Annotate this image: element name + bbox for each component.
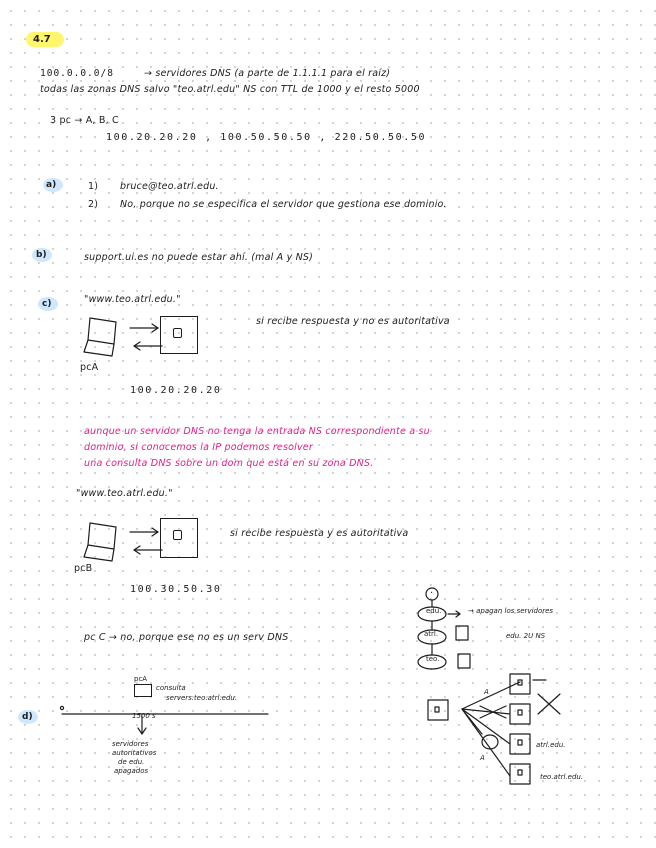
pink-note-3: una consulta DNS sobre un dom que está en su zona DNS.	[84, 458, 374, 469]
query-2: "www.teo.atrl.edu."	[76, 488, 173, 499]
ip-pc-a: 100.20.20.20	[130, 385, 222, 396]
note-apagan: → apagan los servidores	[468, 607, 554, 615]
servers-note-2: autoritativos	[112, 749, 157, 757]
tree-node-edu: edu.	[426, 607, 442, 615]
timeline	[58, 694, 278, 764]
query-1: "www.teo.atrl.edu."	[84, 294, 181, 305]
exercise-number: 4.7	[33, 34, 51, 45]
network-prefix: 100.0.0.0/8	[40, 68, 114, 79]
dns-tree-drawing	[410, 584, 610, 804]
section-b-answer: support.ui.es no puede estar ahí. (mal A y NS)	[84, 252, 314, 263]
tree-root: ·	[430, 588, 434, 599]
pink-note-1: aunque un servidor DNS no tenga la entrada NS correspondiente a su	[84, 426, 430, 437]
item-2-answer: No, porque no se especifica el servidor que gestiona ese dominio.	[120, 199, 447, 210]
arrows-b	[128, 526, 164, 556]
laptop-b-drawing	[84, 521, 128, 561]
consulta-target: servers.teo.atrl.edu.	[166, 694, 238, 702]
pc-ips: 100.20.20.20 , 100.50.50.50 , 220.50.50.50	[106, 132, 427, 143]
consulta-label: consulta	[156, 684, 186, 692]
item-1-answer: bruce@teo.atrl.edu.	[120, 181, 219, 192]
label-atrl-edu: atrl.edu.	[536, 741, 566, 749]
label-pc-a: pcA	[80, 362, 99, 373]
marker-b: b)	[36, 250, 47, 260]
pc-a-small-label: pcA	[134, 675, 148, 683]
laptop-a-drawing	[84, 316, 128, 356]
reply-1: si recibe respuesta y no es autoritativa	[256, 316, 450, 327]
pink-note-2: dominio, si conocemos la IP podemos resolver	[84, 442, 313, 453]
intro-line-2: todas las zonas DNS salvo "teo.atrl.edu" NS con TTL de 1000 y el resto 5000	[40, 84, 420, 95]
servers-note-3: de edu.	[118, 758, 145, 766]
intro-line-1: → servidores DNS (a parte de 1.1.1.1 para el raíz)	[144, 68, 391, 79]
marker-a: a)	[46, 180, 57, 190]
label-teo-atrl-edu: teo.atrl.edu.	[540, 773, 584, 781]
item-2-number: 2)	[88, 199, 99, 210]
tree-node-teo: teo.	[426, 655, 440, 663]
ip-pc-b: 100.30.50.30	[130, 584, 222, 595]
pcs-line: 3 pc → A, B, C	[50, 115, 119, 126]
marker-d: d)	[22, 712, 33, 722]
arrow-label-a2: A	[480, 754, 485, 762]
servers-note-1: servidores	[112, 740, 149, 748]
note-edu-ns: edu. 2U NS	[506, 632, 546, 640]
time-label: 1500 s	[132, 712, 156, 720]
marker-c: c)	[42, 299, 52, 309]
label-pc-b: pcB	[74, 563, 93, 574]
servers-note-4: apagados	[114, 767, 149, 775]
arrow-label-a1: A	[484, 688, 489, 696]
dns-server-icon-a	[173, 328, 182, 338]
item-1-number: 1)	[88, 181, 99, 192]
dns-server-icon-b	[173, 530, 182, 540]
arrows-a	[128, 322, 164, 352]
reply-2: si recibe respuesta y es autoritativa	[230, 528, 409, 539]
pc-c-note: pc C → no, porque ese no es un serv DNS	[84, 632, 289, 643]
tree-node-atrl: atrl.	[424, 630, 439, 638]
